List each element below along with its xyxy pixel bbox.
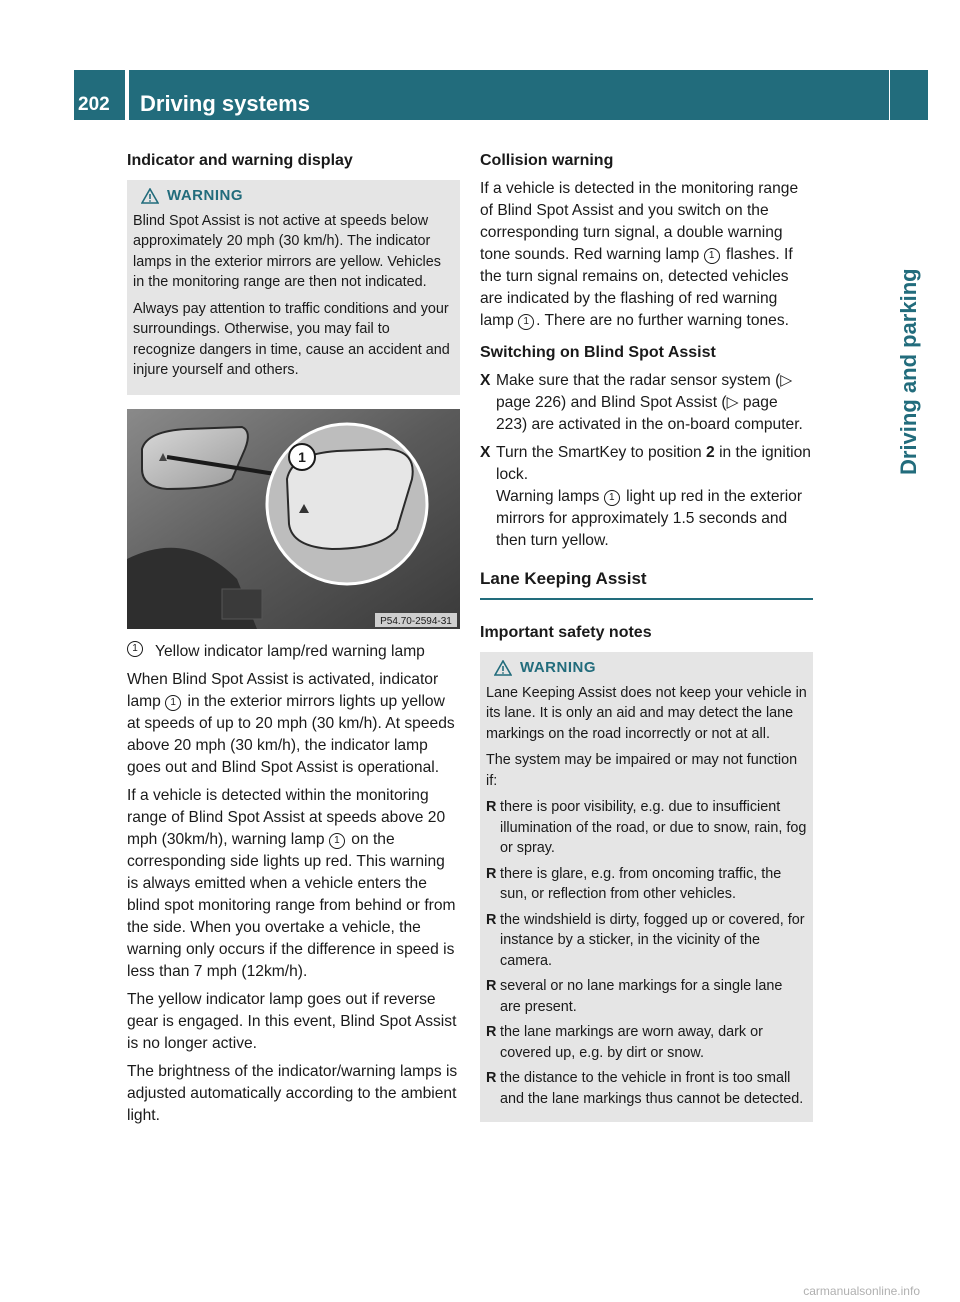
bullet-icon: R [486,1070,497,1086]
text-run: Warning lamps [496,488,604,505]
page-ref-icon: ▷ [780,372,793,389]
page-number: 202 [78,94,110,115]
warning-paragraph: The system may be impaired or may not function if: [486,752,798,789]
page-ref-icon: ▷ [726,394,739,411]
text-run: in the exterior mirrors lights up yellow at speeds of up to 20 mph (30 km/h). At speeds above 20 mph (30 km/h), the indicator lamp goes out and Blind Spot Assist is operational. [127,692,455,776]
warning-title: WARNING [167,187,243,204]
side-tab-label: Driving and parking [896,268,921,475]
bullet-icon: R [486,911,497,928]
legend-text: Yellow indicator lamp/red warning lamp [155,642,425,660]
callout-number: 1 [127,641,143,657]
paragraph [480,178,813,332]
paragraph: The yellow indicator lamp goes out if reverse gear is engaged. In this event, Blind Spot Assist is no longer active. [127,990,457,1052]
mirror-photo [127,409,460,629]
warning-box-blind-spot [127,180,460,395]
text-run: in the ignition lock. [496,444,811,483]
bullet-icon: R [486,1024,497,1040]
text-run: . There are no further warning tones. [536,312,789,329]
callout-number: 1 [518,314,534,330]
text-run: page 223) are activated in the on-board computer. [496,394,803,433]
list-item [486,1068,807,1109]
collision-heading: Collision warning [480,152,614,169]
step-item [480,442,813,552]
warning-header [141,186,454,207]
warning-header [494,658,807,679]
side-tab [890,70,928,475]
list-item-text: there is glare, e.g. from oncoming traffic, the sun, or reflection from other vehicles. [500,865,782,902]
text-run: When Blind Spot Assist is activated, indicator lamp [127,670,439,710]
position-value: 2 [706,444,715,461]
text-run: Make sure that the radar sensor system ( [496,372,781,389]
left-column [127,150,460,1133]
list-item-text: the windshield is dirty, fogged up or covered, for instance by a sticker, in the vicinity of the camera. [500,911,805,969]
list-item [486,976,807,1017]
text-run: on the corresponding side lights up red. This warning is always emitted when a vehicle enters the blind spot monitoring range from behind or from the side. When you overtake a vehicle, the warning only occurs if the difference in speed is less than 7 mph (12km/h). [127,830,456,980]
bullet-icon: R [486,799,497,815]
list-item [486,910,807,972]
lane-keeping-heading: Lane Keeping Assist [480,568,813,600]
safety-heading: Important safety notes [480,624,652,641]
switch-heading: Switching on Blind Spot Assist [480,344,716,361]
callout-number: 1 [329,833,345,849]
step-arrow-icon: X [480,444,491,461]
list-item [486,1022,807,1063]
list-item-text: there is poor visibility, e.g. due to insufficient illumination of the road, or due to snow, rain, fog or spray. [500,799,807,856]
warning-paragraph: Always pay attention to traffic conditions and your surroundings. Otherwise, you may fail to recognize dangers in time, cause an accident and injure yourself and others. [133,300,450,378]
warning-paragraph: Blind Spot Assist is not active at speeds below approximately 20 mph (30 km/h). The indicator lamps in the exterior mirrors are yellow. Vehicles in the monitoring range are then not indicated. [133,212,441,290]
paragraph: The brightness of the indicator/warning lamps is adjusted automatically according to the ambient light. [127,1062,458,1124]
step-item [480,370,813,436]
paragraph [127,785,460,983]
callout-number: 1 [604,490,620,506]
figure-legend [127,641,460,663]
text-run: page 226) and Blind Spot Assist ( [496,394,727,411]
side-tab-bar [890,70,928,120]
text-run: If a vehicle is detected within the monitoring range of Blind Spot Assist at speeds above 20 mph (30km/h), warning lamp [127,786,446,848]
text-run: flashes. If the turn signal remains on, detected vehicles are indicated by the flashing of red warning lamp [480,246,793,329]
header-divider [125,70,129,120]
step-text [496,370,813,436]
callout-number: 1 [165,695,181,711]
right-column [480,150,813,1136]
figure-callout: 1 [298,448,306,465]
warning-paragraph: Lane Keeping Assist does not keep your vehicle in its lane. It is only an aid and may detect the lane markings on the road incorrectly or not at all. [486,684,807,742]
warning-triangle-icon [494,660,512,676]
indicator-heading: Indicator and warning display [127,152,353,169]
mirror-figure [127,409,460,629]
list-item [486,797,807,859]
list-item-text: several or no lane markings for a single lane are present. [500,978,783,1015]
footer-watermark: carmanualsonline.info [803,1284,920,1298]
paragraph [127,669,460,779]
bullet-icon: R [486,865,497,882]
text-run: Turn the SmartKey to position [496,444,707,461]
text-run: If a vehicle is detected in the monitoring range of Blind Spot Assist and you switch on the corresponding turn signal, a double warning tone sounds. Red warning lamp [480,180,799,263]
section-title: Driving systems [140,91,310,116]
warning-box-lane-keeping [480,652,813,1122]
callout-number: 1 [704,248,720,264]
list-item-text: the distance to the vehicle in front is too small and the lane markings thus cannot be detected. [500,1070,804,1107]
bullet-icon: R [486,978,497,994]
step-arrow-icon: X [480,372,491,389]
warning-triangle-icon [141,188,159,204]
warning-title: WARNING [520,659,596,676]
condition-list [486,797,807,1109]
text-run: light up red in the exterior mirrors for approximately 1.5 seconds and then turn yellow. [496,488,803,549]
list-item-text: the lane markings are worn away, dark or covered up, e.g. by dirt or snow. [500,1024,763,1061]
step-text [496,442,813,552]
figure-image-code: P54.70-2594-31 [380,615,452,627]
list-item [486,864,807,905]
